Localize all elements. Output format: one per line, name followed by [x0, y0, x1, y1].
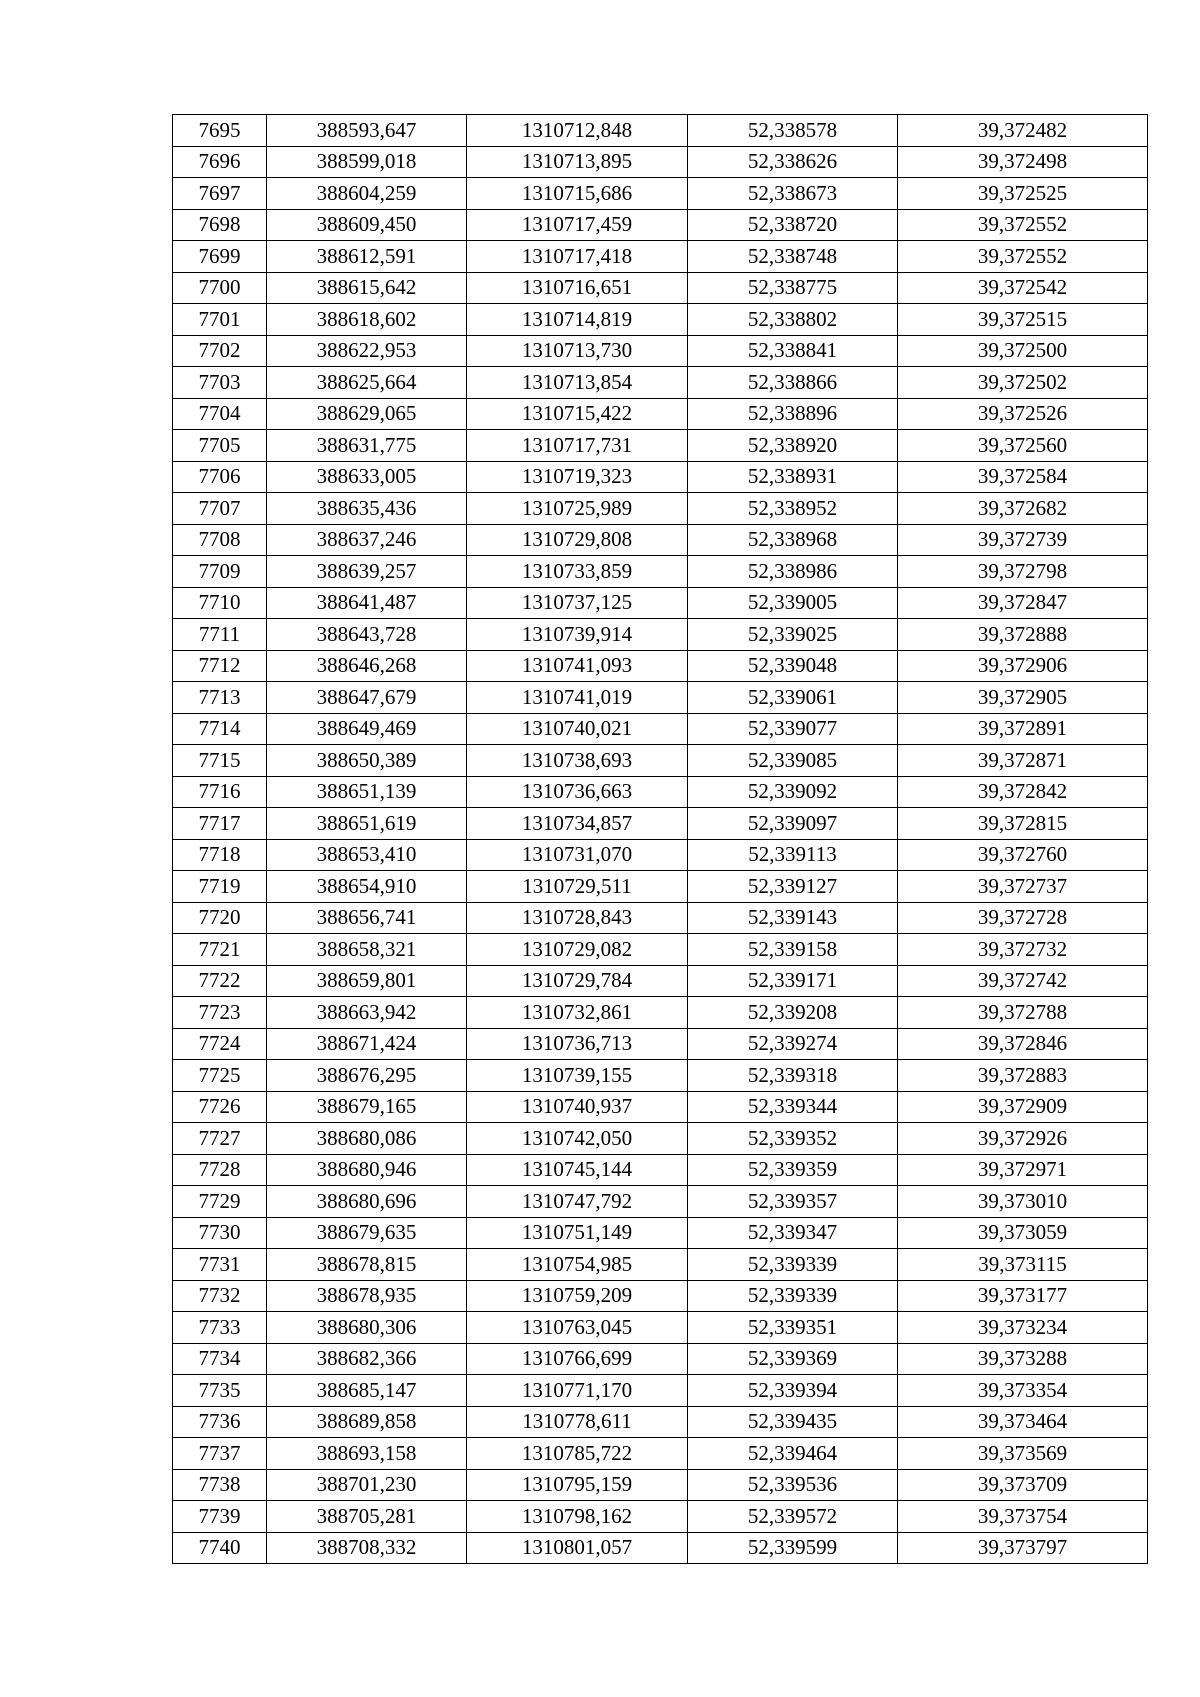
y-coordinate-cell: 1310732,861	[467, 997, 688, 1029]
x-coordinate-cell: 388682,366	[267, 1343, 467, 1375]
latitude-cell: 52,339077	[688, 713, 898, 745]
y-coordinate-cell: 1310715,686	[467, 178, 688, 210]
table-row	[173, 619, 1148, 651]
point-number-cell: 7697	[173, 178, 267, 210]
longitude-cell: 39,372742	[898, 965, 1148, 997]
x-coordinate-cell: 388631,775	[267, 430, 467, 462]
y-coordinate-cell: 1310738,693	[467, 745, 688, 777]
x-coordinate-cell: 388653,410	[267, 839, 467, 871]
table-row	[173, 1154, 1148, 1186]
table-row	[173, 461, 1148, 493]
x-coordinate-cell: 388679,165	[267, 1091, 467, 1123]
longitude-cell: 39,372891	[898, 713, 1148, 745]
table-row	[173, 650, 1148, 682]
latitude-cell: 52,339464	[688, 1438, 898, 1470]
y-coordinate-cell: 1310725,989	[467, 493, 688, 525]
longitude-cell: 39,373010	[898, 1186, 1148, 1218]
latitude-cell: 52,339005	[688, 587, 898, 619]
longitude-cell: 39,372842	[898, 776, 1148, 808]
point-number-cell: 7698	[173, 209, 267, 241]
latitude-cell: 52,338626	[688, 146, 898, 178]
latitude-cell: 52,339092	[688, 776, 898, 808]
y-coordinate-cell: 1310719,323	[467, 461, 688, 493]
x-coordinate-cell: 388680,946	[267, 1154, 467, 1186]
point-number-cell: 7719	[173, 871, 267, 903]
x-coordinate-cell: 388612,591	[267, 241, 467, 273]
latitude-cell: 52,339061	[688, 682, 898, 714]
x-coordinate-cell: 388693,158	[267, 1438, 467, 1470]
table-row	[173, 1028, 1148, 1060]
longitude-cell: 39,373288	[898, 1343, 1148, 1375]
table-row	[173, 1501, 1148, 1533]
y-coordinate-cell: 1310771,170	[467, 1375, 688, 1407]
longitude-cell: 39,372905	[898, 682, 1148, 714]
point-number-cell: 7705	[173, 430, 267, 462]
point-number-cell: 7699	[173, 241, 267, 273]
table-row	[173, 1469, 1148, 1501]
y-coordinate-cell: 1310712,848	[467, 115, 688, 147]
y-coordinate-cell: 1310741,019	[467, 682, 688, 714]
table-row	[173, 808, 1148, 840]
longitude-cell: 39,372971	[898, 1154, 1148, 1186]
longitude-cell: 39,372883	[898, 1060, 1148, 1092]
longitude-cell: 39,372847	[898, 587, 1148, 619]
y-coordinate-cell: 1310714,819	[467, 304, 688, 336]
table-row	[173, 902, 1148, 934]
y-coordinate-cell: 1310754,985	[467, 1249, 688, 1281]
coordinates-table	[172, 114, 1148, 1564]
x-coordinate-cell: 388651,139	[267, 776, 467, 808]
latitude-cell: 52,339339	[688, 1280, 898, 1312]
table-row	[173, 398, 1148, 430]
table-row	[173, 430, 1148, 462]
latitude-cell: 52,339143	[688, 902, 898, 934]
table-row	[173, 1375, 1148, 1407]
y-coordinate-cell: 1310736,663	[467, 776, 688, 808]
table-row	[173, 146, 1148, 178]
point-number-cell: 7703	[173, 367, 267, 399]
y-coordinate-cell: 1310742,050	[467, 1123, 688, 1155]
point-number-cell: 7717	[173, 808, 267, 840]
x-coordinate-cell: 388656,741	[267, 902, 467, 934]
table-row	[173, 934, 1148, 966]
y-coordinate-cell: 1310740,937	[467, 1091, 688, 1123]
latitude-cell: 52,338841	[688, 335, 898, 367]
table-row	[173, 997, 1148, 1029]
point-number-cell: 7710	[173, 587, 267, 619]
latitude-cell: 52,339025	[688, 619, 898, 651]
latitude-cell: 52,339351	[688, 1312, 898, 1344]
latitude-cell: 52,339359	[688, 1154, 898, 1186]
longitude-cell: 39,372760	[898, 839, 1148, 871]
longitude-cell: 39,373754	[898, 1501, 1148, 1533]
x-coordinate-cell: 388679,635	[267, 1217, 467, 1249]
latitude-cell: 52,339357	[688, 1186, 898, 1218]
y-coordinate-cell: 1310766,699	[467, 1343, 688, 1375]
point-number-cell: 7726	[173, 1091, 267, 1123]
table-row	[173, 556, 1148, 588]
table-row	[173, 713, 1148, 745]
table-row	[173, 241, 1148, 273]
table-row	[173, 1249, 1148, 1281]
x-coordinate-cell: 388678,935	[267, 1280, 467, 1312]
point-number-cell: 7724	[173, 1028, 267, 1060]
point-number-cell: 7709	[173, 556, 267, 588]
longitude-cell: 39,373354	[898, 1375, 1148, 1407]
x-coordinate-cell: 388649,469	[267, 713, 467, 745]
table-row	[173, 272, 1148, 304]
table-row	[173, 493, 1148, 525]
longitude-cell: 39,372552	[898, 241, 1148, 273]
longitude-cell: 39,372728	[898, 902, 1148, 934]
table-row	[173, 871, 1148, 903]
point-number-cell: 7715	[173, 745, 267, 777]
y-coordinate-cell: 1310734,857	[467, 808, 688, 840]
longitude-cell: 39,373234	[898, 1312, 1148, 1344]
y-coordinate-cell: 1310739,155	[467, 1060, 688, 1092]
latitude-cell: 52,339369	[688, 1343, 898, 1375]
table-row	[173, 115, 1148, 147]
longitude-cell: 39,373464	[898, 1406, 1148, 1438]
table-row	[173, 335, 1148, 367]
point-number-cell: 7739	[173, 1501, 267, 1533]
latitude-cell: 52,338866	[688, 367, 898, 399]
longitude-cell: 39,373709	[898, 1469, 1148, 1501]
point-number-cell: 7738	[173, 1469, 267, 1501]
longitude-cell: 39,372482	[898, 115, 1148, 147]
point-number-cell: 7740	[173, 1532, 267, 1564]
y-coordinate-cell: 1310747,792	[467, 1186, 688, 1218]
y-coordinate-cell: 1310733,859	[467, 556, 688, 588]
longitude-cell: 39,373569	[898, 1438, 1148, 1470]
latitude-cell: 52,338896	[688, 398, 898, 430]
longitude-cell: 39,372788	[898, 997, 1148, 1029]
point-number-cell: 7721	[173, 934, 267, 966]
x-coordinate-cell: 388663,942	[267, 997, 467, 1029]
point-number-cell: 7701	[173, 304, 267, 336]
table-row	[173, 304, 1148, 336]
point-number-cell: 7730	[173, 1217, 267, 1249]
point-number-cell: 7728	[173, 1154, 267, 1186]
x-coordinate-cell: 388676,295	[267, 1060, 467, 1092]
latitude-cell: 52,339318	[688, 1060, 898, 1092]
point-number-cell: 7729	[173, 1186, 267, 1218]
longitude-cell: 39,372846	[898, 1028, 1148, 1060]
latitude-cell: 52,339347	[688, 1217, 898, 1249]
x-coordinate-cell: 388635,436	[267, 493, 467, 525]
y-coordinate-cell: 1310751,149	[467, 1217, 688, 1249]
latitude-cell: 52,338986	[688, 556, 898, 588]
y-coordinate-cell: 1310713,730	[467, 335, 688, 367]
longitude-cell: 39,372906	[898, 650, 1148, 682]
point-number-cell: 7713	[173, 682, 267, 714]
longitude-cell: 39,372525	[898, 178, 1148, 210]
x-coordinate-cell: 388678,815	[267, 1249, 467, 1281]
x-coordinate-cell: 388671,424	[267, 1028, 467, 1060]
y-coordinate-cell: 1310741,093	[467, 650, 688, 682]
point-number-cell: 7708	[173, 524, 267, 556]
latitude-cell: 52,339208	[688, 997, 898, 1029]
table-row	[173, 1312, 1148, 1344]
latitude-cell: 52,339536	[688, 1469, 898, 1501]
latitude-cell: 52,339344	[688, 1091, 898, 1123]
x-coordinate-cell: 388629,065	[267, 398, 467, 430]
x-coordinate-cell: 388618,602	[267, 304, 467, 336]
table-row	[173, 776, 1148, 808]
table-row	[173, 1438, 1148, 1470]
y-coordinate-cell: 1310731,070	[467, 839, 688, 871]
latitude-cell: 52,338920	[688, 430, 898, 462]
longitude-cell: 39,372926	[898, 1123, 1148, 1155]
latitude-cell: 52,339599	[688, 1532, 898, 1564]
point-number-cell: 7714	[173, 713, 267, 745]
longitude-cell: 39,372560	[898, 430, 1148, 462]
longitude-cell: 39,373797	[898, 1532, 1148, 1564]
x-coordinate-cell: 388701,230	[267, 1469, 467, 1501]
x-coordinate-cell: 388625,664	[267, 367, 467, 399]
latitude-cell: 52,338720	[688, 209, 898, 241]
longitude-cell: 39,372871	[898, 745, 1148, 777]
x-coordinate-cell: 388705,281	[267, 1501, 467, 1533]
point-number-cell: 7696	[173, 146, 267, 178]
y-coordinate-cell: 1310717,459	[467, 209, 688, 241]
table-row	[173, 1123, 1148, 1155]
point-number-cell: 7720	[173, 902, 267, 934]
latitude-cell: 52,339352	[688, 1123, 898, 1155]
table-row	[173, 682, 1148, 714]
x-coordinate-cell: 388622,953	[267, 335, 467, 367]
point-number-cell: 7707	[173, 493, 267, 525]
table-row	[173, 1060, 1148, 1092]
latitude-cell: 52,338775	[688, 272, 898, 304]
latitude-cell: 52,339274	[688, 1028, 898, 1060]
table-row	[173, 1343, 1148, 1375]
latitude-cell: 52,339048	[688, 650, 898, 682]
x-coordinate-cell: 388599,018	[267, 146, 467, 178]
latitude-cell: 52,339394	[688, 1375, 898, 1407]
point-number-cell: 7712	[173, 650, 267, 682]
longitude-cell: 39,372737	[898, 871, 1148, 903]
x-coordinate-cell: 388689,858	[267, 1406, 467, 1438]
longitude-cell: 39,372526	[898, 398, 1148, 430]
latitude-cell: 52,339085	[688, 745, 898, 777]
x-coordinate-cell: 388604,259	[267, 178, 467, 210]
latitude-cell: 52,339158	[688, 934, 898, 966]
y-coordinate-cell: 1310745,144	[467, 1154, 688, 1186]
point-number-cell: 7722	[173, 965, 267, 997]
longitude-cell: 39,372552	[898, 209, 1148, 241]
x-coordinate-cell: 388647,679	[267, 682, 467, 714]
x-coordinate-cell: 388650,389	[267, 745, 467, 777]
x-coordinate-cell: 388658,321	[267, 934, 467, 966]
table-row	[173, 1091, 1148, 1123]
y-coordinate-cell: 1310737,125	[467, 587, 688, 619]
table-row	[173, 745, 1148, 777]
latitude-cell: 52,339339	[688, 1249, 898, 1281]
point-number-cell: 7704	[173, 398, 267, 430]
point-number-cell: 7716	[173, 776, 267, 808]
longitude-cell: 39,372909	[898, 1091, 1148, 1123]
latitude-cell: 52,338931	[688, 461, 898, 493]
longitude-cell: 39,373177	[898, 1280, 1148, 1312]
point-number-cell: 7731	[173, 1249, 267, 1281]
longitude-cell: 39,372732	[898, 934, 1148, 966]
table-row	[173, 1532, 1148, 1564]
y-coordinate-cell: 1310729,808	[467, 524, 688, 556]
y-coordinate-cell: 1310801,057	[467, 1532, 688, 1564]
x-coordinate-cell: 388633,005	[267, 461, 467, 493]
table-row	[173, 1406, 1148, 1438]
x-coordinate-cell: 388654,910	[267, 871, 467, 903]
table-row	[173, 587, 1148, 619]
table-row	[173, 965, 1148, 997]
longitude-cell: 39,372515	[898, 304, 1148, 336]
x-coordinate-cell: 388593,647	[267, 115, 467, 147]
x-coordinate-cell: 388641,487	[267, 587, 467, 619]
table-row	[173, 839, 1148, 871]
x-coordinate-cell: 388708,332	[267, 1532, 467, 1564]
longitude-cell: 39,372498	[898, 146, 1148, 178]
longitude-cell: 39,372542	[898, 272, 1148, 304]
table-row	[173, 524, 1148, 556]
y-coordinate-cell: 1310763,045	[467, 1312, 688, 1344]
point-number-cell: 7711	[173, 619, 267, 651]
latitude-cell: 52,338673	[688, 178, 898, 210]
longitude-cell: 39,372888	[898, 619, 1148, 651]
x-coordinate-cell: 388637,246	[267, 524, 467, 556]
coordinates-table-body	[173, 115, 1148, 1564]
latitude-cell: 52,339127	[688, 871, 898, 903]
y-coordinate-cell: 1310729,511	[467, 871, 688, 903]
point-number-cell: 7732	[173, 1280, 267, 1312]
latitude-cell: 52,338952	[688, 493, 898, 525]
y-coordinate-cell: 1310717,418	[467, 241, 688, 273]
y-coordinate-cell: 1310795,159	[467, 1469, 688, 1501]
longitude-cell: 39,372815	[898, 808, 1148, 840]
y-coordinate-cell: 1310713,895	[467, 146, 688, 178]
y-coordinate-cell: 1310798,162	[467, 1501, 688, 1533]
y-coordinate-cell: 1310728,843	[467, 902, 688, 934]
latitude-cell: 52,339113	[688, 839, 898, 871]
longitude-cell: 39,373115	[898, 1249, 1148, 1281]
point-number-cell: 7727	[173, 1123, 267, 1155]
y-coordinate-cell: 1310729,784	[467, 965, 688, 997]
x-coordinate-cell: 388659,801	[267, 965, 467, 997]
x-coordinate-cell: 388609,450	[267, 209, 467, 241]
table-row	[173, 178, 1148, 210]
y-coordinate-cell: 1310716,651	[467, 272, 688, 304]
x-coordinate-cell: 388680,306	[267, 1312, 467, 1344]
y-coordinate-cell: 1310739,914	[467, 619, 688, 651]
longitude-cell: 39,373059	[898, 1217, 1148, 1249]
longitude-cell: 39,372584	[898, 461, 1148, 493]
y-coordinate-cell: 1310713,854	[467, 367, 688, 399]
latitude-cell: 52,339171	[688, 965, 898, 997]
point-number-cell: 7725	[173, 1060, 267, 1092]
latitude-cell: 52,338802	[688, 304, 898, 336]
x-coordinate-cell: 388680,086	[267, 1123, 467, 1155]
table-row	[173, 1186, 1148, 1218]
point-number-cell: 7723	[173, 997, 267, 1029]
y-coordinate-cell: 1310778,611	[467, 1406, 688, 1438]
x-coordinate-cell: 388685,147	[267, 1375, 467, 1407]
longitude-cell: 39,372739	[898, 524, 1148, 556]
x-coordinate-cell: 388615,642	[267, 272, 467, 304]
y-coordinate-cell: 1310759,209	[467, 1280, 688, 1312]
point-number-cell: 7718	[173, 839, 267, 871]
longitude-cell: 39,372500	[898, 335, 1148, 367]
point-number-cell: 7700	[173, 272, 267, 304]
point-number-cell: 7733	[173, 1312, 267, 1344]
y-coordinate-cell: 1310717,731	[467, 430, 688, 462]
longitude-cell: 39,372798	[898, 556, 1148, 588]
longitude-cell: 39,372682	[898, 493, 1148, 525]
table-row	[173, 367, 1148, 399]
x-coordinate-cell: 388646,268	[267, 650, 467, 682]
point-number-cell: 7737	[173, 1438, 267, 1470]
y-coordinate-cell: 1310785,722	[467, 1438, 688, 1470]
table-row	[173, 1217, 1148, 1249]
latitude-cell: 52,339097	[688, 808, 898, 840]
point-number-cell: 7736	[173, 1406, 267, 1438]
x-coordinate-cell: 388639,257	[267, 556, 467, 588]
y-coordinate-cell: 1310740,021	[467, 713, 688, 745]
table-row	[173, 209, 1148, 241]
latitude-cell: 52,338578	[688, 115, 898, 147]
latitude-cell: 52,338748	[688, 241, 898, 273]
x-coordinate-cell: 388680,696	[267, 1186, 467, 1218]
latitude-cell: 52,338968	[688, 524, 898, 556]
latitude-cell: 52,339572	[688, 1501, 898, 1533]
point-number-cell: 7706	[173, 461, 267, 493]
point-number-cell: 7702	[173, 335, 267, 367]
y-coordinate-cell: 1310729,082	[467, 934, 688, 966]
point-number-cell: 7734	[173, 1343, 267, 1375]
latitude-cell: 52,339435	[688, 1406, 898, 1438]
x-coordinate-cell: 388643,728	[267, 619, 467, 651]
x-coordinate-cell: 388651,619	[267, 808, 467, 840]
table-row	[173, 1280, 1148, 1312]
point-number-cell: 7735	[173, 1375, 267, 1407]
longitude-cell: 39,372502	[898, 367, 1148, 399]
y-coordinate-cell: 1310715,422	[467, 398, 688, 430]
y-coordinate-cell: 1310736,713	[467, 1028, 688, 1060]
point-number-cell: 7695	[173, 115, 267, 147]
